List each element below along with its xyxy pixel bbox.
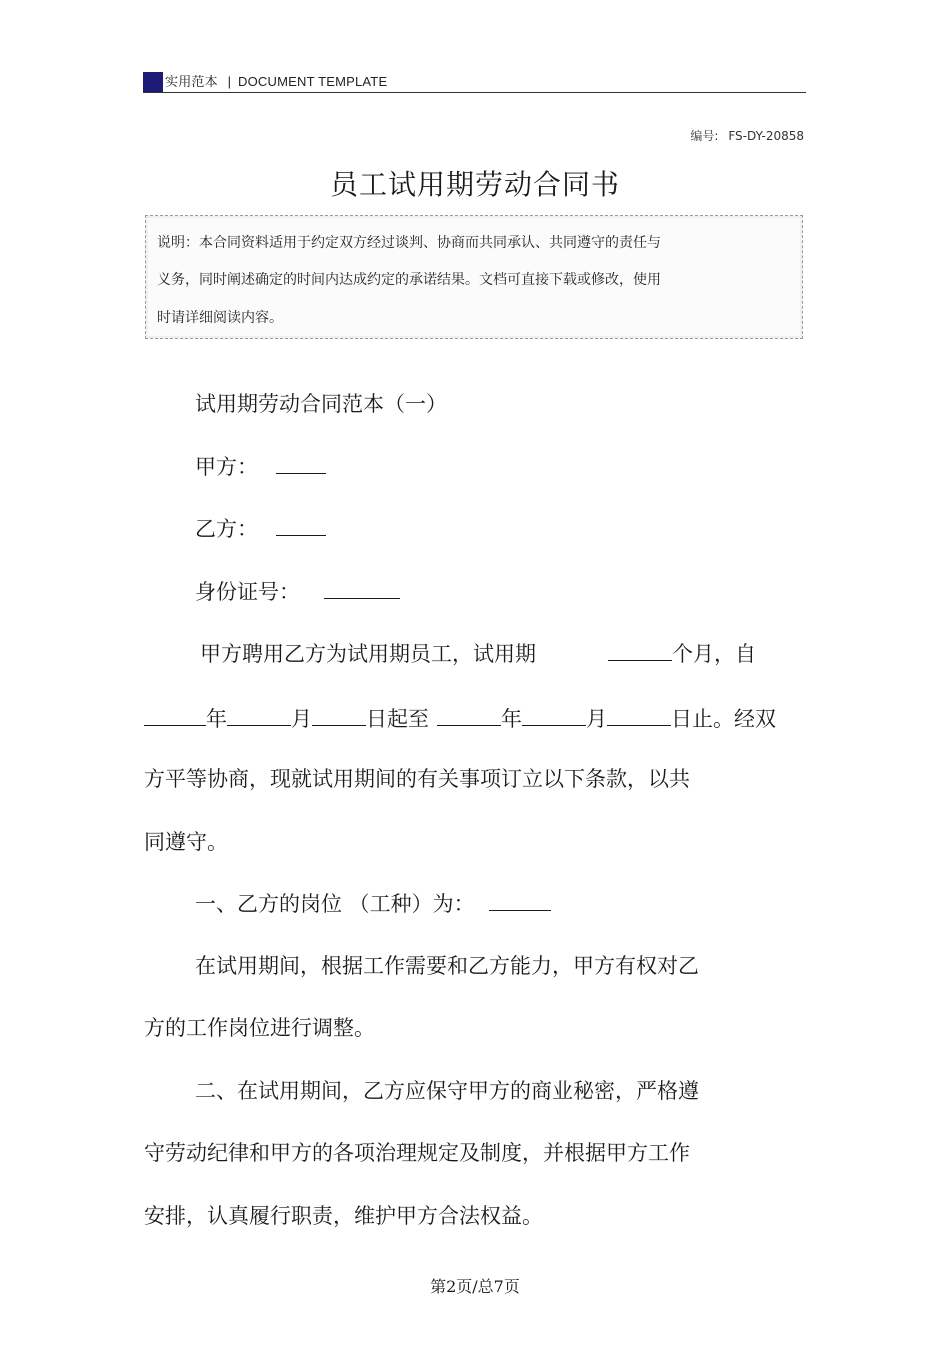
position-blank <box>489 890 551 911</box>
note-line-1: 说明：本合同资料适用于约定双方经过谈判、协商而共同承认、共同遵守的责任与 <box>157 235 661 251</box>
clause1-text: 一、乙方的岗位 （工种）为： <box>195 892 475 916</box>
document-number <box>690 127 804 144</box>
para1-line-2 <box>144 705 776 733</box>
start-year-label: 年 <box>206 707 227 731</box>
clause2-line-2: 守劳动纪律和甲方的各项治理规定及制度，并根据甲方工作 <box>144 1141 690 1165</box>
party-b-label: 乙方： <box>195 517 258 541</box>
end-year-label: 年 <box>501 707 522 731</box>
para1-text-b: 个月，自 <box>672 642 756 666</box>
header-brand: 实用范本 <box>165 74 218 89</box>
page-footer: 第2页/总7页 <box>430 1277 520 1296</box>
clause2-line-3: 安排，认真履行职责，维护甲方合法权益。 <box>144 1204 543 1228</box>
probation-months-blank <box>608 640 672 661</box>
brand-logo-square <box>143 72 163 92</box>
para2-line-2: 方的工作岗位进行调整。 <box>144 1016 375 1040</box>
end-day-label: 日止。经双 <box>671 707 776 731</box>
id-number-label: 身份证号： <box>195 580 300 604</box>
end-day-blank <box>607 705 671 726</box>
party-b-line <box>195 515 326 543</box>
end-month-blank <box>522 705 586 726</box>
document-number-label: 编号: <box>690 129 719 143</box>
header-subtitle: DOCUMENT TEMPLATE <box>238 74 388 89</box>
document-number-value: FS-DY-20858 <box>728 129 804 143</box>
para1-line-1 <box>200 640 756 668</box>
note-line-2: 义务，同时阐述确定的时间内达成约定的承诺结果。文档可直接下载或修改，使用 <box>157 272 661 288</box>
id-number-blank <box>324 578 400 599</box>
note-line-3: 时请详细阅读内容。 <box>157 310 283 326</box>
start-month-blank <box>227 705 291 726</box>
clause2-line-1: 二、在试用期间，乙方应保守甲方的商业秘密，严格遵 <box>195 1079 699 1103</box>
header-separator: | <box>227 74 232 89</box>
end-month-label: 月 <box>586 707 607 731</box>
party-a-line <box>195 453 326 481</box>
start-day-label: 日起至 <box>366 707 429 731</box>
contract-heading: 试用期劳动合同范本（一） <box>195 392 447 416</box>
document-title: 员工试用期劳动合同书 <box>329 168 620 201</box>
start-month-label: 月 <box>291 707 312 731</box>
para2-line-1: 在试用期间，根据工作需要和乙方能力，甲方有权对乙 <box>195 954 699 978</box>
clause1-line <box>195 890 551 918</box>
party-b-blank <box>276 515 326 536</box>
id-number-line <box>195 578 400 606</box>
para1-line-3: 方平等协商，现就试用期间的有关事项订立以下条款，以共 <box>144 767 690 791</box>
party-a-blank <box>276 453 326 474</box>
para1-line-4: 同遵守。 <box>144 830 228 854</box>
header-text <box>165 71 387 90</box>
start-year-blank <box>144 705 206 726</box>
note-box <box>145 215 803 339</box>
page-header <box>143 68 806 93</box>
party-a-label: 甲方： <box>195 455 258 479</box>
para1-text-a: 甲方聘用乙方为试用期员工，试用期 <box>200 642 536 666</box>
end-year-blank <box>437 705 501 726</box>
start-day-blank <box>312 705 366 726</box>
